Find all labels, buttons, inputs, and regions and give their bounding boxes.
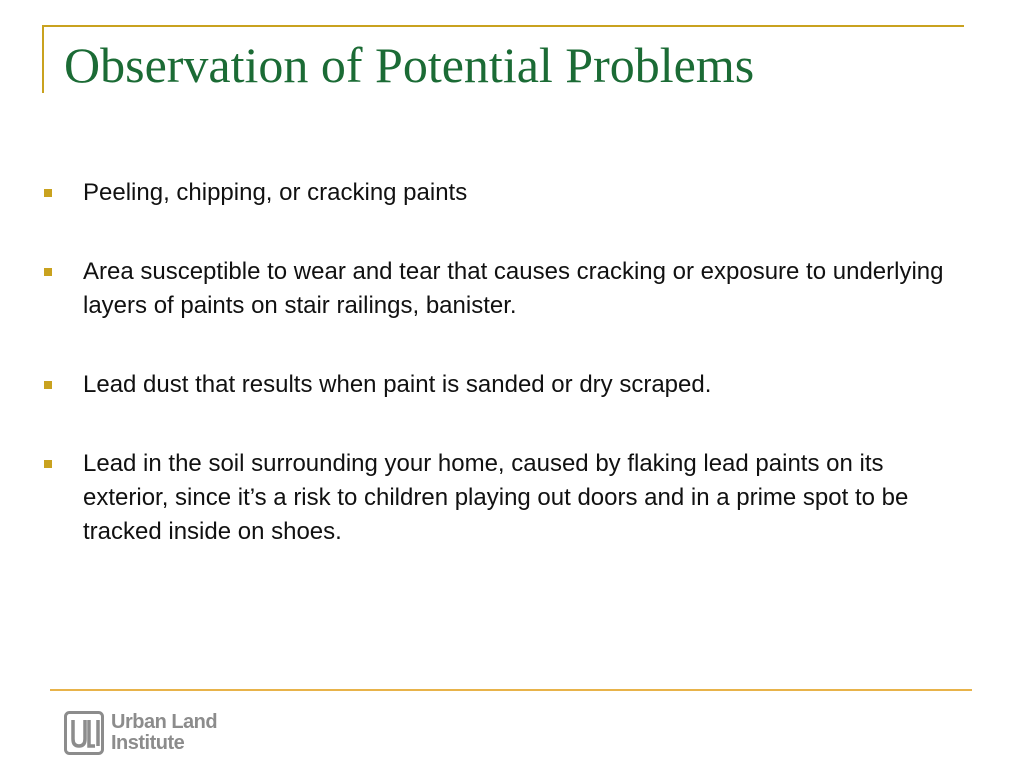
uli-logo-icon: [64, 711, 104, 755]
square-bullet-icon: [44, 460, 52, 468]
footer-rule: [50, 689, 972, 691]
logo-line-2: Institute: [111, 732, 185, 754]
bullet-text: Area susceptible to wear and tear that causes cracking or exposure to underlying layers of paints on stair railings, banister.: [83, 258, 944, 319]
bullet-text: Lead dust that results when paint is sanded or dry scraped.: [83, 371, 712, 398]
square-bullet-icon: [44, 268, 52, 276]
bullet-list: [44, 176, 944, 594]
square-bullet-icon: [44, 189, 52, 197]
slide-title: Observation of Potential Problems: [64, 37, 755, 93]
urban-land-institute-logo: [64, 710, 217, 756]
bullet-item: [44, 176, 944, 210]
logo-line-1: Urban Land: [111, 711, 218, 733]
title-frame-left-rule: [42, 25, 44, 93]
bullet-text: Lead in the soil surrounding your home, caused by flaking lead paints on its exterior, since it’s a risk to children playing out doors and in a prime spot to be tracked inside on shoes.: [83, 450, 909, 545]
bullet-item: [44, 368, 944, 402]
bullet-text: Peeling, chipping, or cracking paints: [83, 179, 468, 206]
bullet-item: [44, 255, 944, 323]
square-bullet-icon: [44, 381, 52, 389]
bullet-item: [44, 447, 944, 549]
title-frame-top-rule: [42, 25, 964, 27]
logo-wordmark: [111, 712, 217, 754]
